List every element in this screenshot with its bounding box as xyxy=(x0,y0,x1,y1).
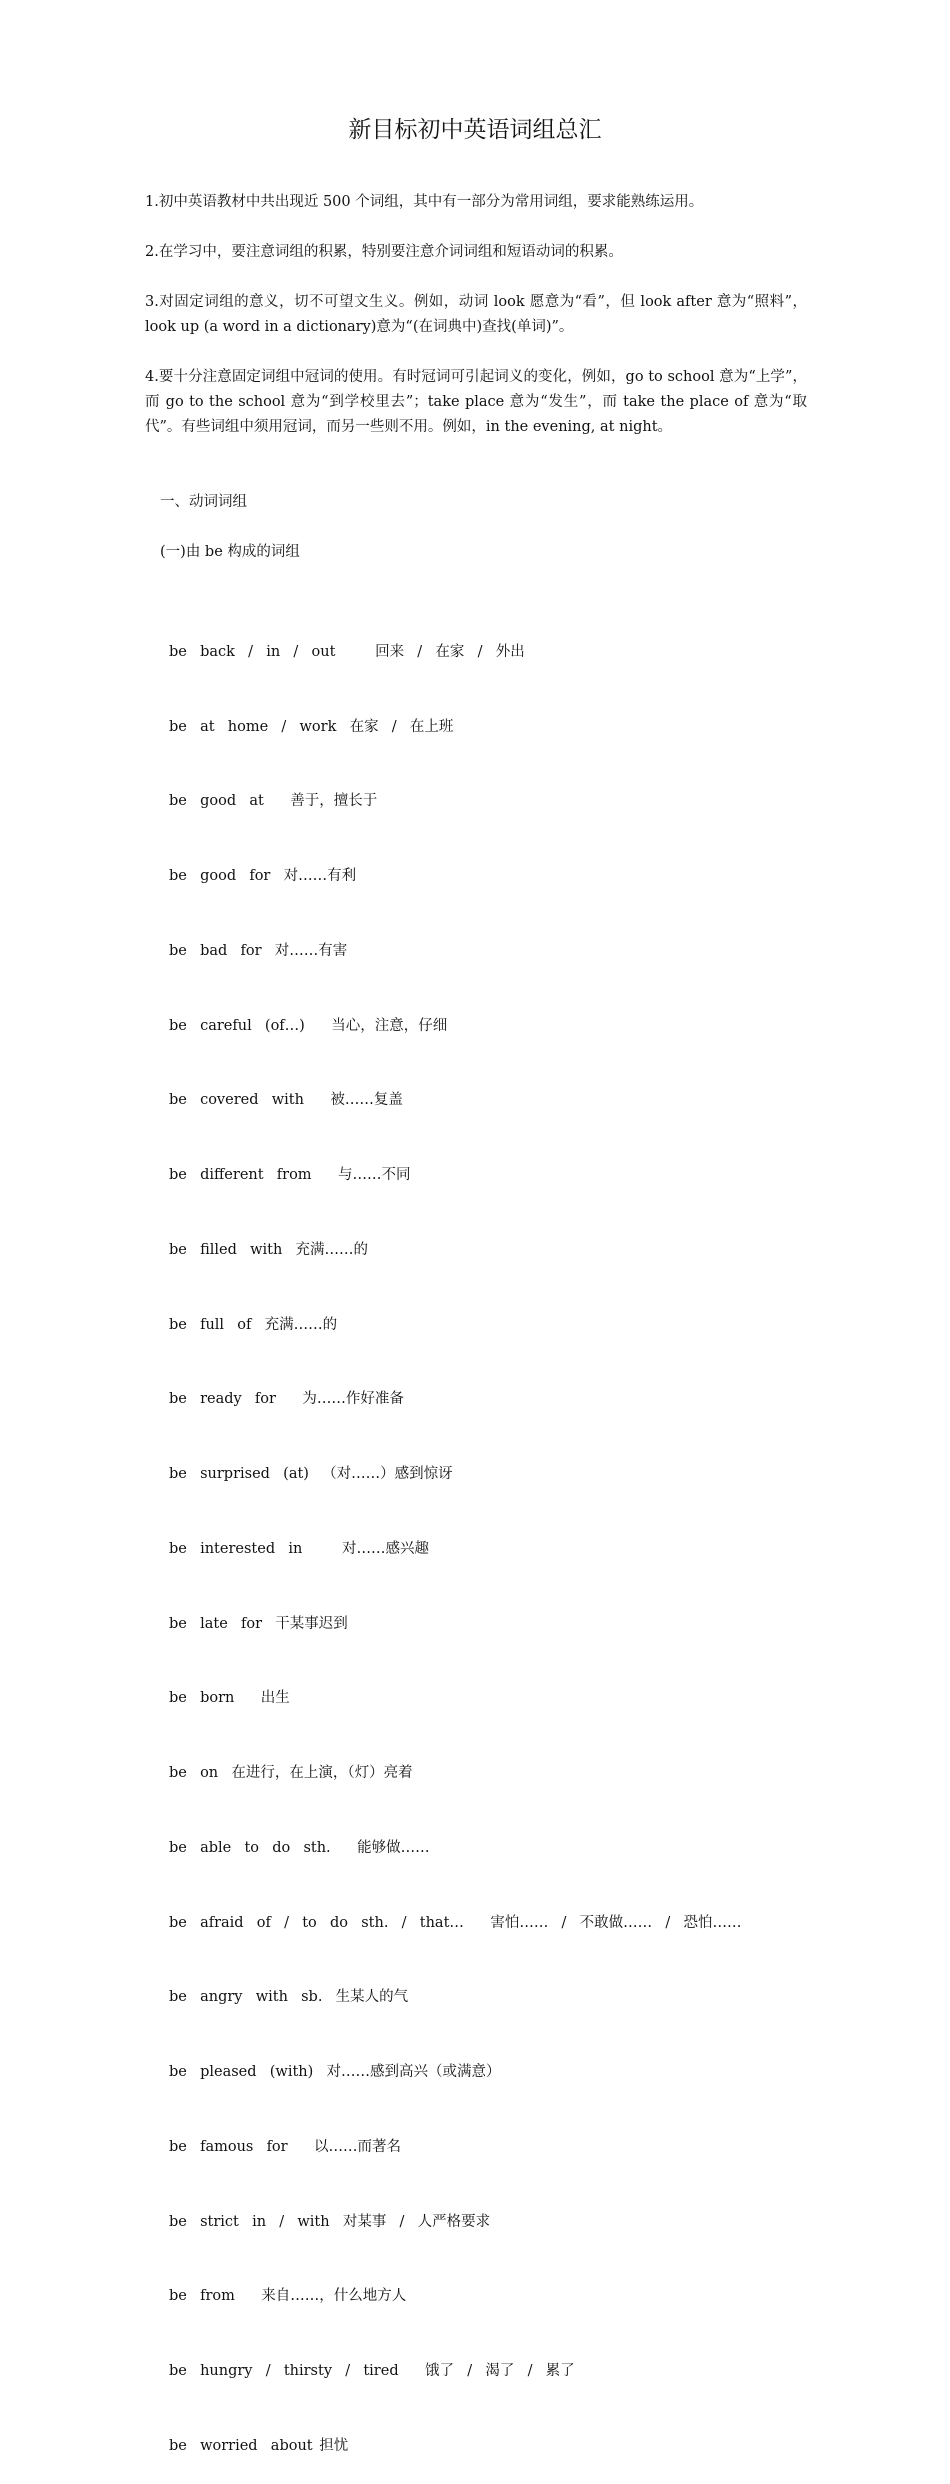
phrase-item: be at home / work 在家 / 在上班 xyxy=(169,718,454,735)
phrase-item: be famous for 以……而著名 xyxy=(169,2138,402,2155)
phrase-item: be ready for 为……作好准备 xyxy=(169,1391,404,1408)
page-title: 新目标初中英语词组总汇 xyxy=(348,117,602,143)
phrase-item: be strict in / with 对某事 / 人严格要求 xyxy=(169,2213,491,2230)
phrase-item: be pleased (with) 对……感到高兴（或满意） xyxy=(169,2064,501,2081)
phrase-item: be angry with sb. 生某人的气 xyxy=(169,1989,409,2006)
phrase-item: be covered with 被……复盖 xyxy=(169,1092,403,1109)
subsection-heading-be-phrases: (一)由 be 构成的词组 xyxy=(160,544,300,560)
phrase-item: be interested in 对……感兴趣 xyxy=(169,1540,429,1557)
phrase-item: be surprised (at) （对……）感到惊讶 xyxy=(169,1466,453,1483)
phrase-item: be good at 善于，擅长于 xyxy=(169,793,378,810)
phrase-item: be afraid of / to do sth. / that… 害怕…… / 不敢做…… / 恐怕…… xyxy=(169,1914,742,1931)
phrase-item: be back / in / out 回来 / 在家 / 外出 xyxy=(169,643,525,660)
phrase-item: be different from 与……不同 xyxy=(169,1167,411,1184)
section-heading-verb-phrases: 一、动词词组 xyxy=(160,494,247,510)
phrase-item: be from 来自……，什么地方人 xyxy=(169,2288,407,2305)
phrase-item: be on 在进行，在上演，（灯）亮着 xyxy=(169,1765,413,1782)
intro-paragraph: 2.在学习中，要注意词组的积累，特别要注意介词词组和短语动词的积累。 xyxy=(145,244,623,260)
phrase-list xyxy=(169,590,741,2484)
phrase-item: be full of 充满……的 xyxy=(169,1316,338,1333)
phrase-item: be good for 对……有利 xyxy=(169,868,357,885)
phrase-item: be late for 干某事迟到 xyxy=(169,1615,348,1632)
phrase-item: be bad for 对……有害 xyxy=(169,942,348,959)
phrase-item: be worried about 担忧 xyxy=(169,2437,349,2454)
intro-paragraph: 4.要十分注意固定词组中冠词的使用。有时冠词可引起词义的变化，例如，go to school 意为“上学”，而 go to the school 意为“到学校里去”；take place 意为“发生”，而 take the place of 意为“取代”。有些词组中须用冠词，而另一些则不用。例如，in the evening, at night。 xyxy=(145,369,807,435)
phrase-item: be born 出生 xyxy=(169,1690,290,1707)
phrase-item: be filled with 充满……的 xyxy=(169,1241,369,1258)
phrase-item: be careful (of…) 当心，注意，仔细 xyxy=(169,1017,448,1034)
intro-paragraph: 3.对固定词组的意义，切不可望文生义。例如，动词 look 愿意为“看”，但 look after 意为“照料”，look up (a word in a dictionary)意为“(在词典中)查找(单词)”。 xyxy=(145,294,807,335)
intro-paragraph: 1.初中英语教材中共出现近 500 个词组，其中有一部分为常用词组，要求能熟练运用。 xyxy=(145,194,704,210)
intro-section xyxy=(145,190,807,465)
phrase-item: be able to do sth. 能够做…… xyxy=(169,1839,430,1856)
phrase-item: be hungry / thirsty / tired 饿了 / 渴了 / 累了 xyxy=(169,2363,575,2380)
